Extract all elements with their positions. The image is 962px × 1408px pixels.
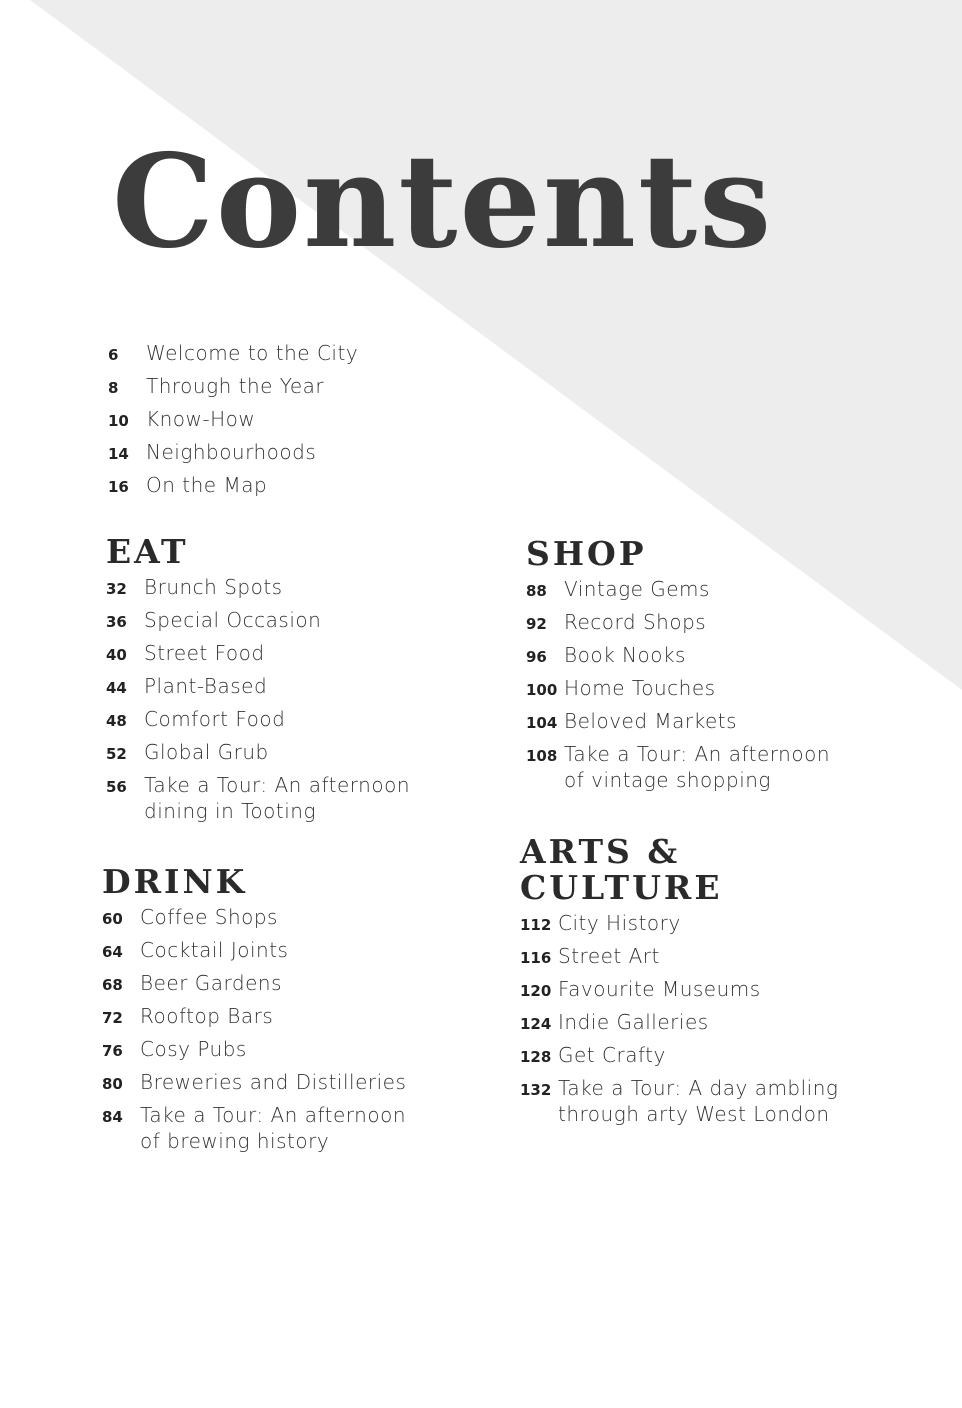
toc-item[interactable] (106, 574, 410, 600)
page-number: 64 (102, 943, 123, 961)
page-number: 96 (526, 648, 547, 666)
toc-label: Through the Year (146, 374, 325, 398)
page-number: 8 (108, 379, 119, 397)
toc-item[interactable] (108, 373, 358, 399)
toc-item[interactable] (108, 472, 358, 498)
toc-item[interactable] (526, 741, 830, 793)
toc-label: Cocktail Joints (140, 938, 289, 962)
page-number: 44 (106, 679, 127, 697)
toc-label: Book Nooks (564, 643, 686, 667)
page-number: 14 (108, 445, 129, 463)
page-number: 6 (108, 346, 119, 364)
toc-label: City History (558, 911, 681, 935)
toc-label: Breweries and Distilleries (140, 1070, 407, 1094)
toc-label: Indie Galleries (558, 1010, 709, 1034)
toc-item[interactable] (520, 976, 838, 1002)
page-title: Contents (112, 127, 774, 277)
page-number: 80 (102, 1075, 123, 1093)
toc-label: Welcome to the City (146, 341, 359, 365)
toc-label: Take a Tour: An afternoon of vintage shopping (564, 742, 831, 792)
toc-item[interactable] (520, 1075, 838, 1127)
toc-item[interactable] (108, 340, 358, 366)
toc-item[interactable] (520, 1009, 838, 1035)
page-number: 56 (106, 778, 127, 796)
toc-label: Home Touches (564, 676, 716, 700)
page-number: 36 (106, 613, 127, 631)
page-number: 128 (520, 1048, 552, 1066)
page-number: 124 (520, 1015, 552, 1033)
page-number: 92 (526, 615, 547, 633)
toc-label: Record Shops (564, 610, 707, 634)
eat-section (106, 534, 410, 831)
toc-label: Rooftop Bars (140, 1004, 274, 1028)
toc-item[interactable] (520, 910, 838, 936)
toc-item[interactable] (108, 439, 358, 465)
toc-item[interactable] (526, 675, 830, 701)
section-heading-eat: EAT (106, 532, 189, 571)
section-heading-shop: SHOP (526, 534, 647, 573)
page-number: 32 (106, 580, 127, 598)
intro-section (108, 340, 358, 505)
toc-item[interactable] (102, 970, 406, 996)
toc-label: Plant-Based (144, 674, 268, 698)
toc-item[interactable] (526, 576, 830, 602)
page-number: 108 (526, 747, 558, 765)
toc-label: Street Food (144, 641, 265, 665)
section-heading-drink: DRINK (102, 862, 248, 901)
toc-label: Brunch Spots (144, 575, 283, 599)
toc-label: Take a Tour: An afternoon dining in Tooting (144, 773, 411, 823)
toc-label: Cosy Pubs (140, 1037, 247, 1061)
page-number: 40 (106, 646, 127, 664)
toc-item[interactable] (106, 673, 410, 699)
toc-item[interactable] (102, 1003, 406, 1029)
page-number: 16 (108, 478, 129, 496)
toc-item[interactable] (102, 1102, 406, 1154)
toc-label: Neighbourhoods (146, 440, 317, 464)
toc-label: Street Art (558, 944, 660, 968)
page-number: 48 (106, 712, 127, 730)
toc-item[interactable] (520, 943, 838, 969)
toc-item[interactable] (106, 640, 410, 666)
toc-item[interactable] (520, 1042, 838, 1068)
shop-section (526, 536, 830, 800)
page-number: 72 (102, 1009, 123, 1027)
toc-item[interactable] (102, 1069, 406, 1095)
toc-item[interactable] (102, 937, 406, 963)
toc-item[interactable] (106, 739, 410, 765)
toc-label: Coffee Shops (140, 905, 278, 929)
section-heading-arts-culture: ARTS & CULTURE (520, 832, 723, 907)
page-number: 52 (106, 745, 127, 763)
page-number: 88 (526, 582, 547, 600)
toc-item[interactable] (106, 706, 410, 732)
toc-label: Vintage Gems (564, 577, 710, 601)
page-number: 10 (108, 412, 129, 430)
toc-item[interactable] (526, 642, 830, 668)
page-number: 68 (102, 976, 123, 994)
toc-item[interactable] (102, 1036, 406, 1062)
page-number: 84 (102, 1108, 123, 1126)
toc-label: Favourite Museums (558, 977, 761, 1001)
page-number: 104 (526, 714, 558, 732)
toc-label: Beloved Markets (564, 709, 738, 733)
toc-label: Get Crafty (558, 1043, 666, 1067)
toc-label: Global Grub (144, 740, 269, 764)
arts-culture-section (520, 834, 838, 1134)
page-number: 100 (526, 681, 558, 699)
toc-label: Comfort Food (144, 707, 286, 731)
toc-label: Know-How (146, 407, 256, 431)
toc-label: Take a Tour: A day ambling through arty West London (558, 1076, 839, 1126)
page-number: 120 (520, 982, 552, 1000)
page-number: 112 (520, 916, 552, 934)
toc-item[interactable] (106, 607, 410, 633)
drink-section (102, 864, 406, 1161)
toc-label: Special Occasion (144, 608, 322, 632)
toc-item[interactable] (102, 904, 406, 930)
toc-label: Beer Gardens (140, 971, 283, 995)
page-number: 132 (520, 1081, 552, 1099)
toc-item[interactable] (526, 609, 830, 635)
page-number: 76 (102, 1042, 123, 1060)
toc-item[interactable] (526, 708, 830, 734)
page-number: 116 (520, 949, 552, 967)
toc-item[interactable] (106, 772, 410, 824)
toc-label: On the Map (146, 473, 268, 497)
page-number: 60 (102, 910, 123, 928)
toc-label: Take a Tour: An afternoon of brewing history (140, 1103, 407, 1153)
toc-item[interactable] (108, 406, 358, 432)
